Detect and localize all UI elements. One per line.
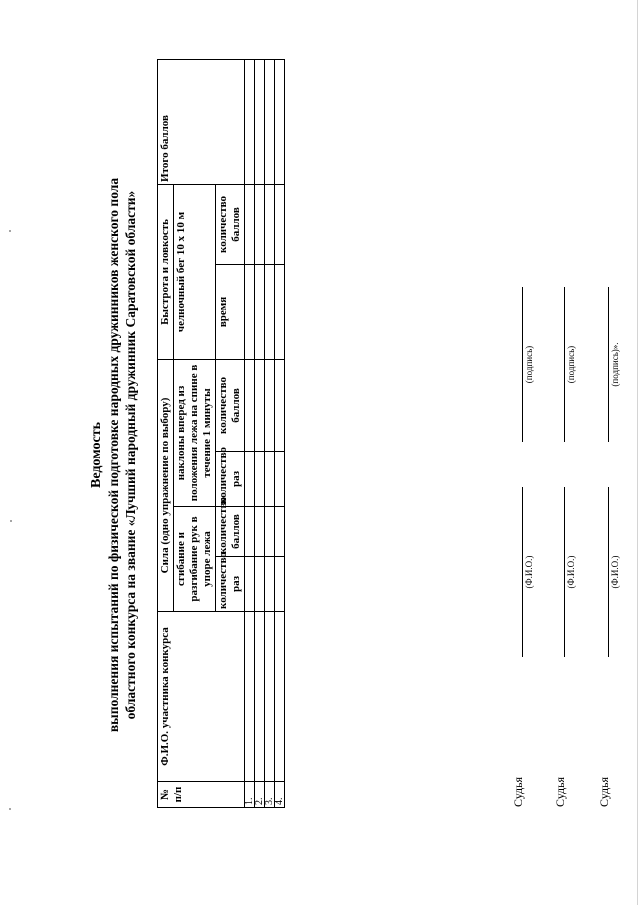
cell-name — [255, 612, 265, 782]
signature-caption: (подпись)». — [610, 342, 620, 387]
cell-name — [265, 612, 275, 782]
header-time: время — [216, 264, 245, 359]
judge-label: Судья — [553, 776, 567, 807]
cell — [265, 264, 275, 359]
name-line — [564, 487, 565, 657]
document-heading: Ведомость — [89, 421, 104, 489]
row-number: 4. — [275, 782, 285, 808]
table-row — [265, 59, 275, 807]
cell-name — [245, 612, 255, 782]
cell — [245, 507, 255, 557]
header-total: Итого баллов — [158, 59, 245, 184]
table-row — [245, 59, 255, 807]
name-caption: (Ф.И.О.) — [524, 555, 534, 589]
header-exercise-shuttle: челночный бег 10 х 10 м — [174, 184, 216, 359]
cell — [245, 59, 255, 184]
document-subtitle-line2: областного конкурса на звание «Лучший народный дружинник Саратовской области» — [123, 190, 138, 720]
cell — [275, 359, 285, 451]
cell — [265, 507, 275, 557]
cell — [275, 59, 285, 184]
cell — [255, 59, 265, 184]
header-agility: Быстрота и ловкость — [158, 184, 174, 359]
name-line — [608, 487, 609, 657]
cell — [275, 184, 285, 264]
results-table — [157, 59, 285, 808]
cell — [245, 184, 255, 264]
signature-caption: (подпись) — [566, 345, 576, 384]
cell — [255, 507, 265, 557]
header-points: количество баллов — [216, 359, 245, 451]
cell — [265, 59, 275, 184]
signature-block-2 — [553, 247, 593, 807]
document-title-block — [88, 65, 139, 845]
cell — [275, 452, 285, 507]
table-row — [275, 59, 285, 807]
cell — [255, 452, 265, 507]
cell — [275, 507, 285, 557]
cell — [265, 452, 275, 507]
cell — [255, 359, 265, 451]
cell — [265, 557, 275, 612]
cell — [255, 264, 265, 359]
header-exercise-pushups: сгибание и разгибание рук в упоре лежа — [174, 507, 216, 612]
judge-label: Судья — [511, 776, 525, 807]
header-exercise-situps: наклоны вперед из положения лежа на спине в течение 1 минуты — [174, 359, 216, 506]
header-name: Ф.И.О. участника конкурса — [158, 612, 245, 782]
signature-caption: (подпись) — [524, 345, 534, 384]
header-times: количество раз — [216, 452, 245, 507]
judge-label: Судья — [597, 776, 611, 807]
name-line — [522, 487, 523, 657]
header-times: количество раз — [216, 557, 245, 612]
name-caption: (Ф.И.О.) — [610, 555, 620, 589]
table-header-row — [158, 59, 174, 807]
cell — [255, 184, 265, 264]
signature-block-1 — [511, 247, 551, 807]
document-subtitle-line1: выполнения испытаний по физической подготовке народных дружинников женского пола — [106, 177, 121, 733]
cell — [275, 264, 285, 359]
header-number: № п/п — [158, 782, 245, 808]
cell — [255, 557, 265, 612]
signature-line — [564, 287, 565, 442]
header-points: количество баллов — [216, 507, 245, 557]
cell — [245, 359, 255, 451]
cell — [245, 452, 255, 507]
row-number: 1. — [245, 782, 255, 808]
header-strength: Сила (одно упражнение по выбору) — [158, 359, 174, 611]
cell — [245, 557, 255, 612]
cell — [275, 557, 285, 612]
cell-name — [275, 612, 285, 782]
row-number: 3. — [265, 782, 275, 808]
cell — [265, 359, 275, 451]
header-points: количество баллов — [216, 184, 245, 264]
row-number: 2. — [255, 782, 265, 808]
name-caption: (Ф.И.О.) — [566, 555, 576, 589]
cell — [245, 264, 255, 359]
signature-block-3 — [597, 247, 637, 807]
signature-line — [522, 287, 523, 442]
signature-line — [608, 287, 609, 442]
cell — [265, 184, 275, 264]
table-row — [255, 59, 265, 807]
